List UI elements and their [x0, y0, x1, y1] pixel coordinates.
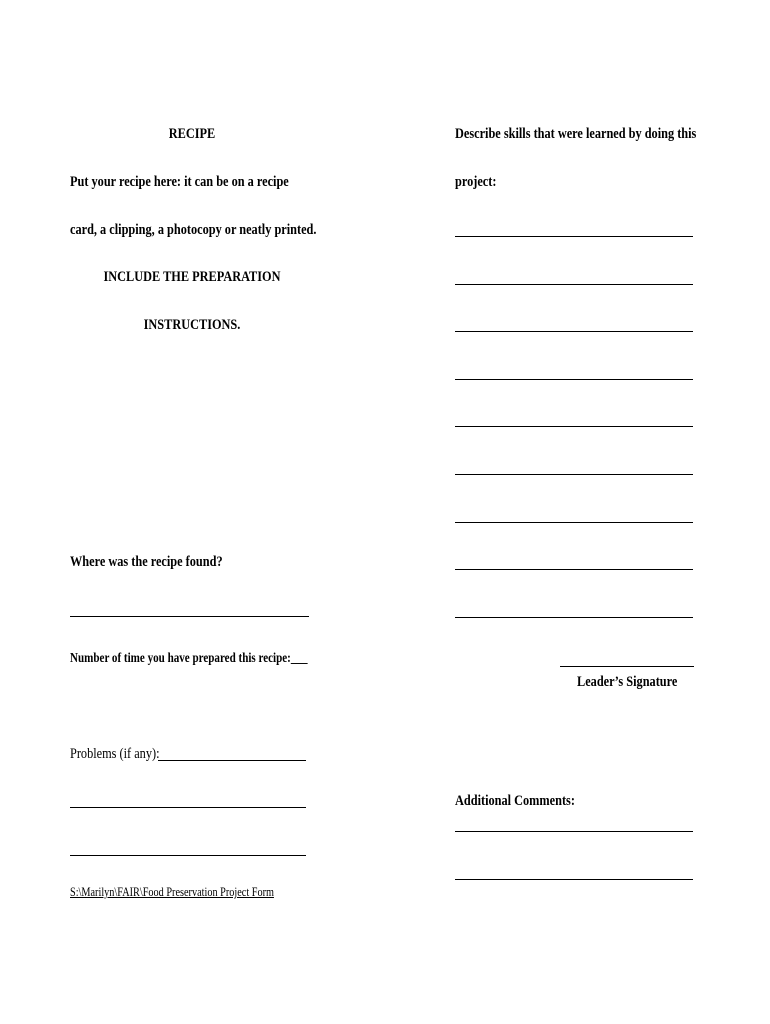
skills-prompt-line-1: Describe skills that were learned by doing this: [455, 126, 697, 142]
recipe-instruction-line-2: card, a clipping, a photocopy or neatly printed.: [70, 222, 317, 238]
include-preparation-line-1: INCLUDE THE PREPARATION: [103, 269, 281, 285]
additional-comments-line-1[interactable]: [455, 831, 693, 832]
recipe-instruction-line-1: Put your recipe here: it can be on a recipe: [70, 174, 289, 190]
skills-answer-line-1[interactable]: [455, 236, 693, 237]
skills-answer-line-6[interactable]: [455, 474, 693, 475]
additional-comments-label: Additional Comments:: [455, 793, 575, 809]
problems-answer-line-3[interactable]: [70, 855, 306, 856]
leader-signature-label: Leader’s Signature: [577, 674, 678, 690]
skills-answer-line-8[interactable]: [455, 569, 693, 570]
skills-answer-line-5[interactable]: [455, 426, 693, 427]
skills-answer-line-2[interactable]: [455, 284, 693, 285]
skills-answer-line-7[interactable]: [455, 522, 693, 523]
include-preparation-line-2: INSTRUCTIONS.: [143, 317, 241, 333]
additional-comments-line-2[interactable]: [455, 879, 693, 880]
recipe-heading: RECIPE: [168, 126, 216, 142]
skills-prompt-line-2: project:: [455, 174, 497, 190]
skills-answer-line-3[interactable]: [455, 331, 693, 332]
times-prepared-label[interactable]: Number of time you have prepared this recipe:___: [70, 650, 308, 665]
problems-label: Problems (if any):: [70, 746, 160, 762]
footer-file-path: S:\Marilyn\FAIR\Food Preservation Project Form: [70, 885, 274, 899]
skills-answer-line-9[interactable]: [455, 617, 693, 618]
where-found-answer-line[interactable]: [70, 616, 309, 617]
problems-answer-line-1[interactable]: [158, 760, 306, 761]
problems-answer-line-2[interactable]: [70, 807, 306, 808]
leader-signature-line[interactable]: [560, 666, 694, 667]
skills-answer-line-4[interactable]: [455, 379, 693, 380]
where-found-label: Where was the recipe found?: [70, 554, 223, 570]
